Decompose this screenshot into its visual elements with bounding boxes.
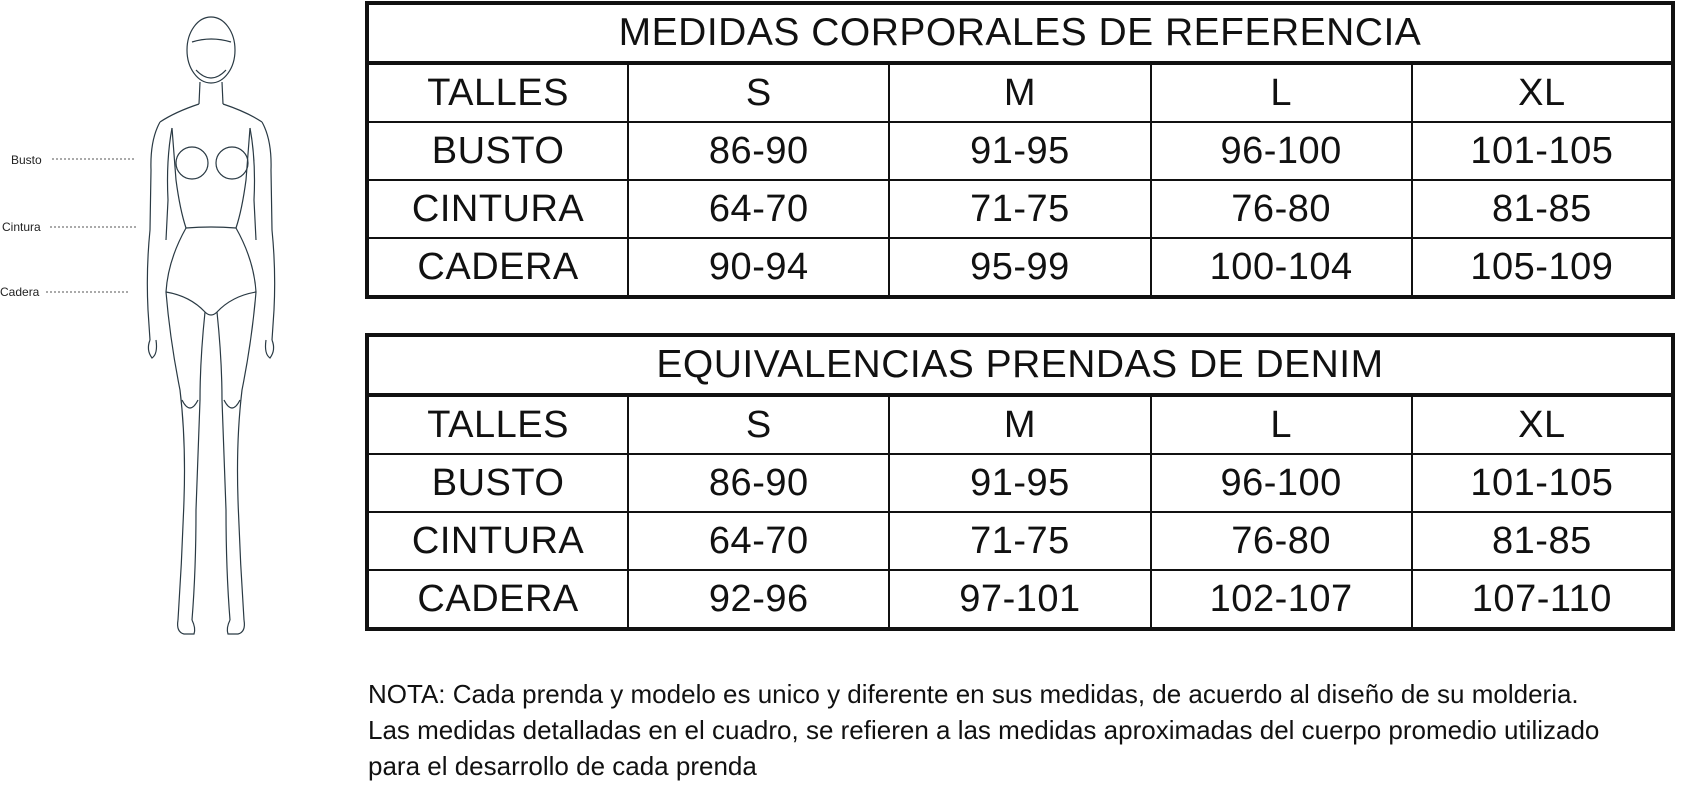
- header-cell: TALLES: [367, 63, 628, 122]
- table-cell: 81-85: [1412, 180, 1673, 238]
- table-cell: 95-99: [889, 238, 1150, 297]
- table-cell: 71-75: [889, 180, 1150, 238]
- header-cell: M: [889, 395, 1150, 454]
- header-cell: TALLES: [367, 395, 628, 454]
- table-row: [367, 454, 1673, 512]
- header-cell: S: [628, 63, 889, 122]
- table-title: MEDIDAS CORPORALES DE REFERENCIA: [367, 3, 1673, 63]
- busto-label: Busto: [11, 153, 42, 167]
- header-cell: L: [1151, 395, 1412, 454]
- table-cell: 90-94: [628, 238, 889, 297]
- body-figure-illustration: [0, 0, 330, 660]
- table-cell: 92-96: [628, 570, 889, 629]
- table-cell: 64-70: [628, 512, 889, 570]
- body-measurements-table: [365, 1, 1675, 299]
- table-cell: 107-110: [1412, 570, 1673, 629]
- table-cell: 76-80: [1151, 512, 1412, 570]
- header-cell: L: [1151, 63, 1412, 122]
- header-cell: S: [628, 395, 889, 454]
- cadera-label: Cadera: [0, 285, 40, 299]
- table-cell: 101-105: [1412, 122, 1673, 180]
- table-row: [367, 512, 1673, 570]
- table-cell: 71-75: [889, 512, 1150, 570]
- row-label: BUSTO: [367, 454, 628, 512]
- table-row: [367, 122, 1673, 180]
- row-label: CINTURA: [367, 512, 628, 570]
- table-cell: 86-90: [628, 122, 889, 180]
- table-cell: 96-100: [1151, 122, 1412, 180]
- mannequin-drawing: [0, 0, 330, 660]
- note-paragraph: [368, 676, 1678, 784]
- header-cell: XL: [1412, 395, 1673, 454]
- table-cell: 97-101: [889, 570, 1150, 629]
- table-title-row: [367, 3, 1673, 63]
- header-cell: M: [889, 63, 1150, 122]
- note-line: para el desarrollo de cada prenda: [368, 751, 757, 781]
- table-cell: 91-95: [889, 454, 1150, 512]
- table-row: [367, 570, 1673, 629]
- table-cell: 102-107: [1151, 570, 1412, 629]
- table-row: [367, 180, 1673, 238]
- table-cell: 96-100: [1151, 454, 1412, 512]
- table-cell: 105-109: [1412, 238, 1673, 297]
- table-title-row: [367, 335, 1673, 395]
- table-header-row: [367, 395, 1673, 454]
- table-cell: 64-70: [628, 180, 889, 238]
- table-cell: 101-105: [1412, 454, 1673, 512]
- note-line: NOTA: Cada prenda y modelo es unico y diferente en sus medidas, de acuerdo al diseño de su molderia.: [368, 679, 1579, 709]
- table-cell: 76-80: [1151, 180, 1412, 238]
- table-title: EQUIVALENCIAS PRENDAS DE DENIM: [367, 335, 1673, 395]
- note-line: Las medidas detalladas en el cuadro, se refieren a las medidas aproximadas del cuerpo promedio utilizado: [368, 715, 1600, 745]
- table-cell: 100-104: [1151, 238, 1412, 297]
- table-header-row: [367, 63, 1673, 122]
- row-label: CADERA: [367, 570, 628, 629]
- denim-equivalences-table: [365, 333, 1675, 631]
- row-label: CADERA: [367, 238, 628, 297]
- table-cell: 86-90: [628, 454, 889, 512]
- table-row: [367, 238, 1673, 297]
- row-label: CINTURA: [367, 180, 628, 238]
- table-cell: 81-85: [1412, 512, 1673, 570]
- cintura-label: Cintura: [2, 220, 41, 234]
- row-label: BUSTO: [367, 122, 628, 180]
- table-cell: 91-95: [889, 122, 1150, 180]
- header-cell: XL: [1412, 63, 1673, 122]
